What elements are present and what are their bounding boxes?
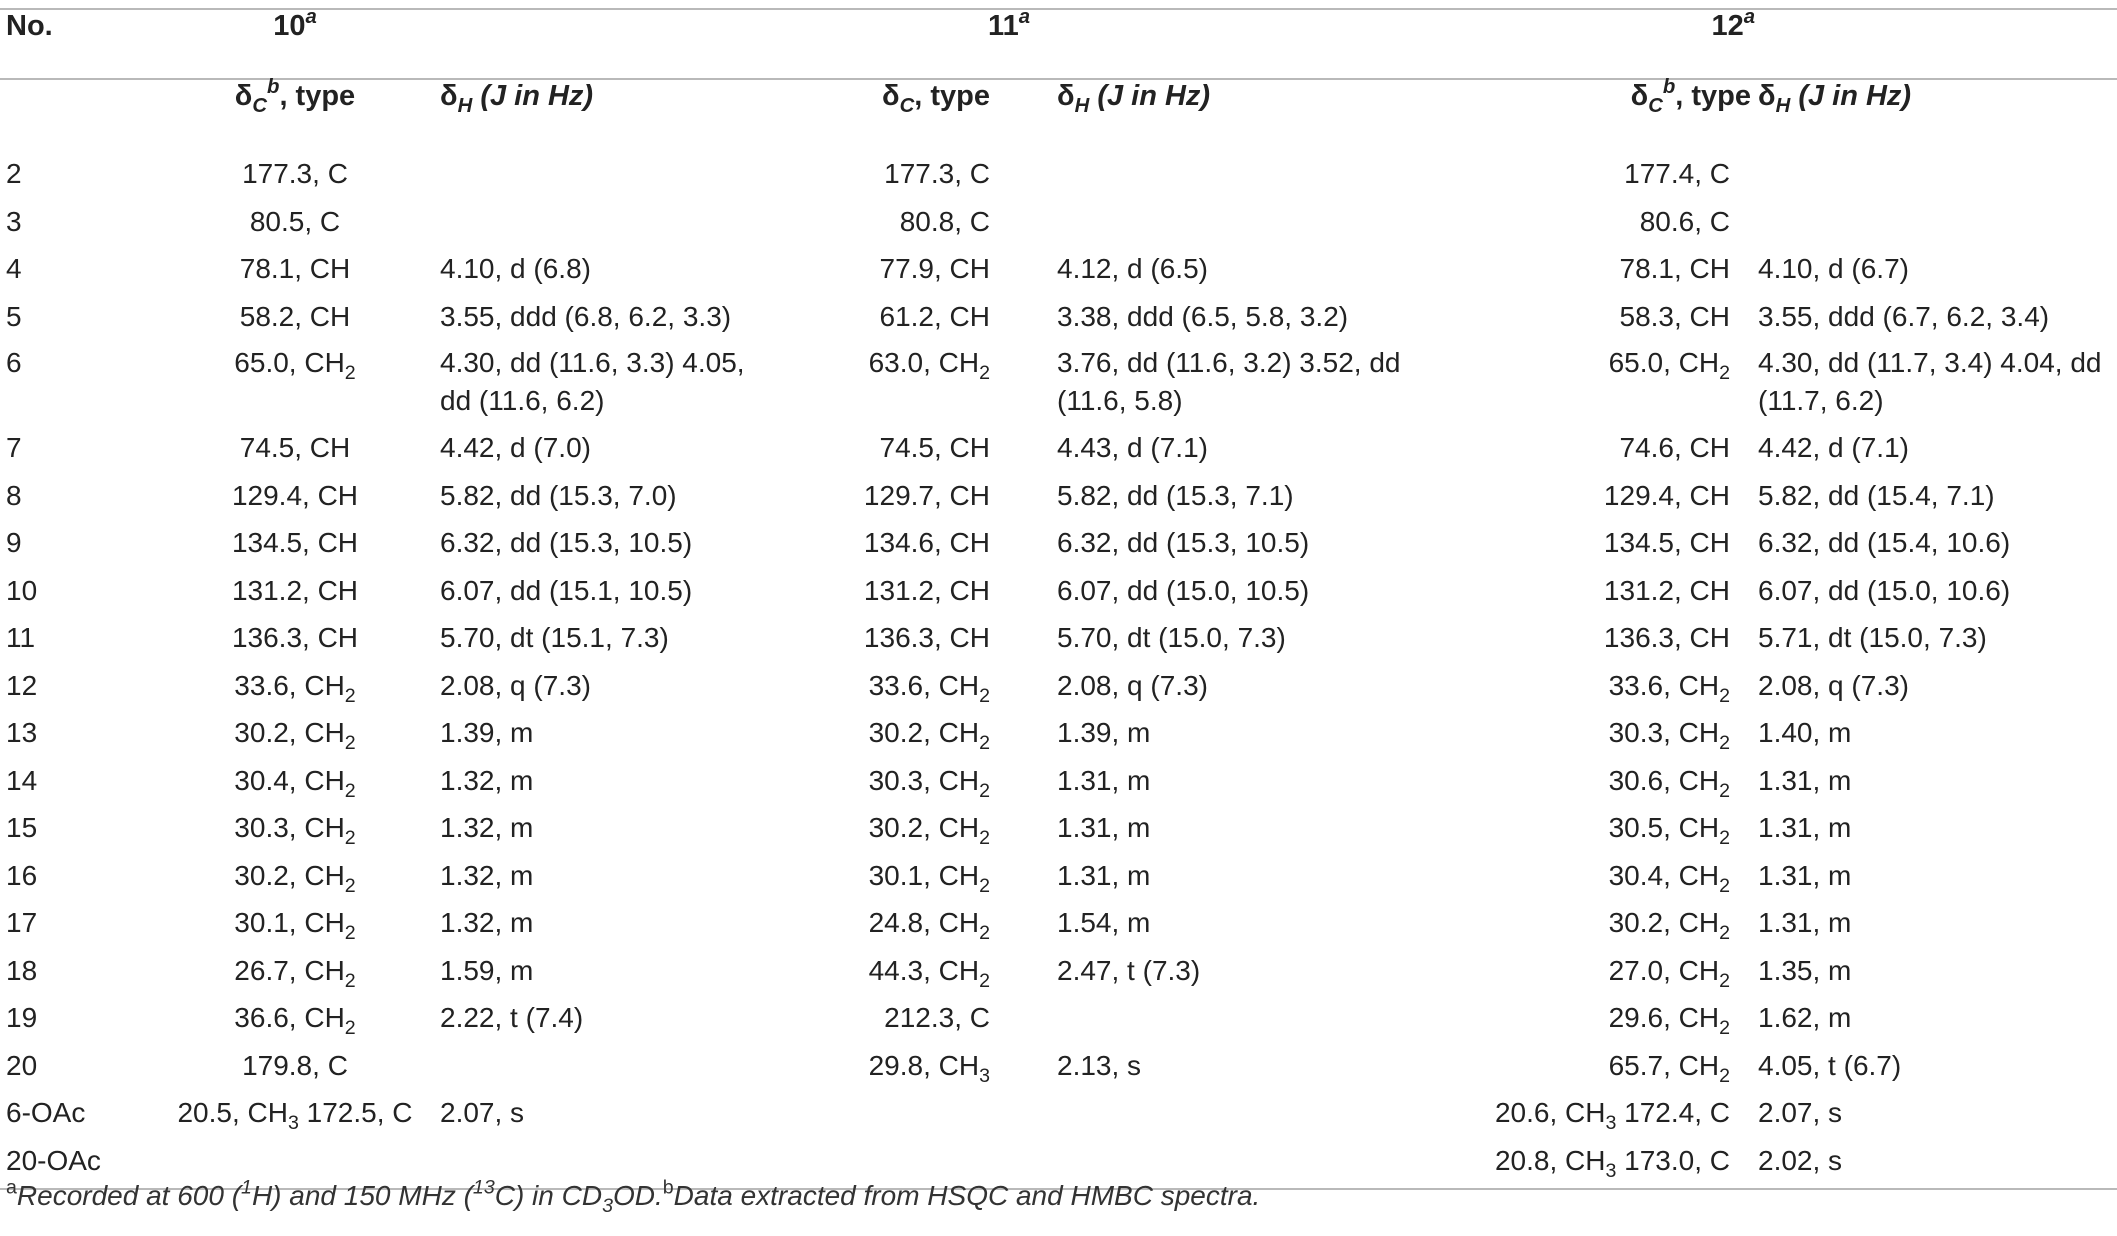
cell-deltac-11: 30.2, $CH_2$	[868, 717, 990, 754]
cell-deltah-12: 1.62, m	[1758, 1002, 1852, 1033]
cell-deltac-11: 129.7, CH	[863, 479, 990, 511]
cell-deltah-11	[1030, 202, 1425, 250]
subheader-deltah-12: $\delta_H$ (J in Hz)	[1758, 80, 1912, 118]
cell-deltac-12: 134.5, CH	[1603, 527, 1730, 558]
table-row	[0, 856, 2117, 904]
cell-deltac-11: 24.8, $CH_2$	[868, 907, 990, 944]
cell-deltah-11: 1.31, m	[1057, 764, 1151, 796]
cell-deltac-11: 61.2, CH	[879, 300, 990, 332]
cell-deltah-12: 1.31, m	[1758, 907, 1852, 938]
table-row	[0, 476, 2117, 524]
table-body	[0, 154, 2117, 1189]
cell-deltah-11: 6.32, dd (15.3, 10.5)	[1057, 527, 1310, 558]
cell-deltac-10: 129.4, CH	[231, 479, 359, 511]
cell-deltac-11: 131.2, CH	[863, 574, 990, 606]
header-compound-10	[150, 5, 440, 79]
cell-deltah-12: 4.05, t (6.7)	[1758, 1049, 1902, 1081]
cell-deltah-12: 5.71, dt (15.0, 7.3)	[1758, 622, 1987, 653]
table-row	[0, 666, 2117, 714]
cell-deltah-12: 1.40, m	[1758, 717, 1852, 748]
subheader-deltah-10: $\delta_H$ (J in Hz)	[440, 80, 594, 118]
cell-deltah-11: 4.43, d (7.1)	[1057, 432, 1208, 463]
table-subheader-row	[0, 79, 2117, 154]
cell-deltah-11: 6.07, dd (15.0, 10.5)	[1057, 574, 1310, 606]
cell-deltah-12: 1.31, m	[1758, 859, 1852, 891]
cell-deltah-11: 3.38, ddd (6.5, 5.8, 3.2)	[1057, 300, 1349, 332]
table-header-row	[0, 9, 2117, 79]
cell-deltah-10: 5.82, dd (15.3, 7.0)	[440, 479, 677, 511]
cell-deltac-12: 30.4, $CH_2$	[1608, 859, 1730, 897]
cell-deltah-10: 2.07, s	[440, 1097, 525, 1128]
cell-deltac-12: 30.6, $CH_2$	[1608, 764, 1730, 802]
cell-deltac-10: 74.5, CH	[239, 432, 351, 463]
table-row	[0, 154, 2117, 202]
cell-deltac-10: 80.5, C	[249, 205, 341, 237]
compound-label: 11	[988, 10, 1019, 42]
table-row	[0, 998, 2117, 1046]
header-no: No.	[6, 10, 53, 42]
cell-no: 12	[6, 669, 38, 701]
cell-deltah-12: 6.32, dd (15.4, 10.6)	[1758, 527, 2011, 558]
cell-deltah-10: 5.70, dt (15.1, 7.3)	[440, 622, 669, 653]
cell-deltac-10: 134.5, CH	[231, 527, 359, 558]
cell-no: 13	[6, 717, 38, 748]
cell-deltah-12: 1.35, m	[1758, 954, 1852, 986]
table-footnote: $^a$Recorded at 600 ($^1$H) and 150 MHz ($^{13}$C) in $CD_3OD.^bData$ extracted from HSQC and HMBC spectra.	[6, 1176, 1261, 1217]
cell-deltac-11: 30.3, $CH_2$	[868, 764, 990, 802]
cell-deltah-11: 1.39, m	[1057, 717, 1151, 748]
cell-deltac-10: 30.4, $CH_2$	[234, 764, 356, 802]
cell-no: 19	[6, 1002, 38, 1033]
cell-deltac-11: 33.6, $CH_2$	[868, 669, 990, 707]
cell-no: 20-OAc	[6, 1144, 101, 1176]
cell-deltac-10: 36.6, $CH_2$	[234, 1002, 356, 1039]
cell-deltac-10: 30.2, $CH_2$	[234, 717, 356, 754]
cell-no: 16	[6, 859, 38, 891]
cell-deltac-12: 80.6, C	[1639, 205, 1730, 237]
table-row	[0, 808, 2117, 856]
cell-deltac-12: 74.6, CH	[1619, 432, 1730, 463]
table-row	[0, 761, 2117, 809]
cell-deltah-11: 4.12, d (6.5)	[1057, 253, 1208, 284]
cell-deltah-10	[440, 1046, 775, 1094]
header-compound-11	[775, 5, 1030, 79]
cell-deltah-12	[1755, 202, 2117, 250]
table-row	[0, 428, 2117, 476]
cell-deltah-12: 4.10, d (6.7)	[1758, 253, 1909, 284]
cell-deltah-10: 1.39, m	[440, 717, 534, 748]
cell-deltah-10: 4.30, dd (11.6, 3.3) 4.05, dd (11.6, 6.2)	[440, 347, 745, 416]
cell-deltac-12: 30.5, $CH_2$	[1608, 812, 1730, 849]
cell-deltah-10	[440, 154, 775, 202]
table-row	[0, 249, 2117, 297]
cell-deltac-12: 177.4, C	[1624, 158, 1730, 189]
compound-sup: a	[1743, 5, 1755, 28]
cell-deltah-12	[1755, 154, 2117, 202]
cell-deltah-11: 3.76, dd (11.6, 3.2) 3.52, dd (11.6, 5.8)	[1057, 347, 1401, 416]
cell-no: 6	[6, 347, 22, 378]
cell-no: 6-OAc	[6, 1097, 86, 1128]
cell-deltac-10: 177.3, C	[242, 158, 348, 189]
cell-deltah-11: 1.31, m	[1057, 812, 1151, 843]
cell-deltac-11: 30.2, $CH_2$	[868, 812, 990, 849]
cell-deltac-12: 65.7, $CH_2$	[1608, 1049, 1730, 1087]
cell-deltac-12: 20.8, $CH_3$ 173.0, C	[1494, 1144, 1730, 1182]
table-row	[0, 1046, 2117, 1094]
cell-deltah-11: 1.31, m	[1057, 859, 1151, 891]
cell-deltac-12: 33.6, $CH_2$	[1608, 669, 1730, 707]
cell-deltac-11: 63.0, $CH_2$	[868, 347, 990, 384]
cell-no: 14	[6, 764, 38, 796]
cell-deltac-11: 44.3, $CH_2$	[868, 954, 990, 992]
cell-deltac-12: 30.2, $CH_2$	[1608, 907, 1730, 944]
cell-no: 5	[6, 300, 22, 332]
table-row	[0, 1093, 2117, 1141]
cell-no: 8	[6, 479, 22, 511]
cell-deltah-10: 1.32, m	[440, 764, 534, 796]
cell-no: 17	[6, 907, 38, 938]
cell-deltah-12: 1.31, m	[1758, 764, 1852, 796]
cell-no: 2	[6, 158, 22, 189]
cell-deltac-10: 30.3, $CH_2$	[234, 812, 356, 849]
cell-deltac-12: 27.0, $CH_2$	[1608, 954, 1730, 992]
cell-deltac-10: 78.1, CH	[239, 253, 351, 284]
cell-deltah-10: 6.32, dd (15.3, 10.5)	[440, 527, 693, 558]
table-row	[0, 344, 2117, 428]
cell-deltah-11	[1030, 1093, 1425, 1141]
cell-deltah-12: 2.02, s	[1758, 1144, 1843, 1176]
table-row	[0, 297, 2117, 345]
cell-deltah-10: 2.08, q (7.3)	[440, 669, 591, 701]
table-row	[0, 523, 2117, 571]
cell-deltah-11: 2.08, q (7.3)	[1057, 669, 1208, 701]
cell-deltac-10: 30.1, $CH_2$	[234, 907, 356, 944]
header-compound-12	[1425, 5, 1755, 79]
cell-no: 4	[6, 253, 22, 284]
cell-deltah-10: 4.10, d (6.8)	[440, 253, 591, 284]
cell-no: 9	[6, 527, 22, 558]
table-row	[0, 903, 2117, 951]
cell-deltah-12: 2.07, s	[1758, 1097, 1843, 1128]
cell-deltac-12: 129.4, CH	[1603, 479, 1730, 511]
cell-deltac-11: 136.3, CH	[863, 622, 990, 653]
cell-deltah-10: 1.59, m	[440, 954, 534, 986]
cell-no: 10	[6, 574, 38, 606]
cell-no: 7	[6, 432, 22, 463]
compound-label: 12	[1711, 10, 1744, 42]
cell-deltac-12: 58.3, CH	[1619, 300, 1730, 332]
cell-deltah-11: 2.47, t (7.3)	[1057, 954, 1201, 986]
cell-deltac-11	[775, 1093, 1030, 1141]
cell-deltac-11: 77.9, CH	[879, 253, 990, 284]
cell-deltac-10: 33.6, $CH_2$	[234, 669, 356, 707]
cell-deltac-11: 212.3, C	[884, 1002, 990, 1033]
compound-sup: a	[305, 5, 317, 28]
cell-deltac-12: 29.6, $CH_2$	[1608, 1002, 1730, 1039]
cell-deltah-11	[1030, 998, 1425, 1046]
subheader-deltah-11: $\delta_H$ (J in Hz)	[1057, 80, 1211, 118]
cell-deltac-12: 20.6, $CH_3$ 172.4, C	[1494, 1097, 1730, 1134]
compound-label: 10	[273, 10, 306, 42]
cell-deltac-12: 78.1, CH	[1619, 253, 1730, 284]
nmr-data-table	[0, 5, 2117, 1190]
subheader-deltac-11: $\delta_C$, type	[882, 80, 990, 118]
cell-deltah-10: 1.32, m	[440, 859, 534, 891]
cell-deltac-11: 29.8, $CH_3$	[868, 1049, 990, 1087]
cell-deltac-12: 136.3, CH	[1603, 622, 1730, 653]
cell-deltac-10: 58.2, CH	[239, 300, 351, 332]
cell-no: 20	[6, 1049, 38, 1081]
table-row	[0, 202, 2117, 250]
cell-deltah-12: 1.31, m	[1758, 812, 1852, 843]
table-row	[0, 618, 2117, 666]
cell-no: 3	[6, 205, 22, 237]
cell-deltac-11: 134.6, CH	[863, 527, 990, 558]
cell-deltac-11: 80.8, C	[899, 205, 990, 237]
cell-deltah-10: 1.32, m	[440, 907, 534, 938]
cell-deltac-12: 131.2, CH	[1603, 574, 1730, 606]
subheader-deltac-10: $\delta_C^b$, type	[234, 75, 356, 118]
table-row	[0, 951, 2117, 999]
subheader-deltac-12: $\delta_C^b$, type	[1630, 75, 1751, 118]
cell-deltac-10: 136.3, CH	[231, 622, 359, 653]
cell-deltah-10: 6.07, dd (15.1, 10.5)	[440, 574, 693, 606]
cell-deltac-10: 179.8, C	[242, 1049, 348, 1081]
cell-deltac-10: 65.0, $CH_2$	[234, 347, 356, 384]
cell-deltah-11: 5.82, dd (15.3, 7.1)	[1057, 479, 1294, 511]
cell-deltah-10: 4.42, d (7.0)	[440, 432, 591, 463]
compound-sup: a	[1018, 5, 1030, 28]
cell-deltac-10: 131.2, CH	[231, 574, 359, 606]
cell-deltah-10	[440, 202, 775, 250]
cell-no: 15	[6, 812, 38, 843]
cell-deltac-11: 74.5, CH	[879, 432, 990, 463]
cell-deltac-10: 26.7, $CH_2$	[234, 954, 356, 992]
cell-deltah-11: 5.70, dt (15.0, 7.3)	[1057, 622, 1286, 653]
table-row	[0, 713, 2117, 761]
cell-deltah-12: 3.55, ddd (6.7, 6.2, 3.4)	[1758, 300, 2050, 332]
cell-no: 18	[6, 954, 38, 986]
cell-deltah-12: 6.07, dd (15.0, 10.6)	[1758, 574, 2011, 606]
cell-deltah-11: 1.54, m	[1057, 907, 1151, 938]
cell-deltac-12: 30.3, $CH_2$	[1608, 717, 1730, 754]
cell-deltac-11: 30.1, $CH_2$	[868, 859, 990, 897]
cell-deltac-11: 177.3, C	[884, 158, 990, 189]
cell-deltah-11: 2.13, s	[1057, 1049, 1142, 1081]
cell-deltah-10: 2.22, t (7.4)	[440, 1002, 584, 1033]
cell-deltah-12: 2.08, q (7.3)	[1758, 669, 1909, 701]
cell-deltah-10: 1.32, m	[440, 812, 534, 843]
cell-deltah-11	[1030, 154, 1425, 202]
cell-no: 11	[6, 622, 36, 653]
cell-deltac-10: 30.2, $CH_2$	[234, 859, 356, 897]
cell-deltah-12: 4.42, d (7.1)	[1758, 432, 1909, 463]
cell-deltah-12: 5.82, dd (15.4, 7.1)	[1758, 479, 1995, 511]
cell-deltah-10: 3.55, ddd (6.8, 6.2, 3.3)	[440, 300, 732, 332]
cell-deltac-10: 20.5, $CH_3$ 172.5, C	[177, 1097, 413, 1134]
table-row	[0, 571, 2117, 619]
cell-deltac-12: 65.0, $CH_2$	[1608, 347, 1730, 384]
cell-deltah-12: 4.30, dd (11.7, 3.4) 4.04, dd (11.7, 6.2)	[1758, 347, 2102, 416]
